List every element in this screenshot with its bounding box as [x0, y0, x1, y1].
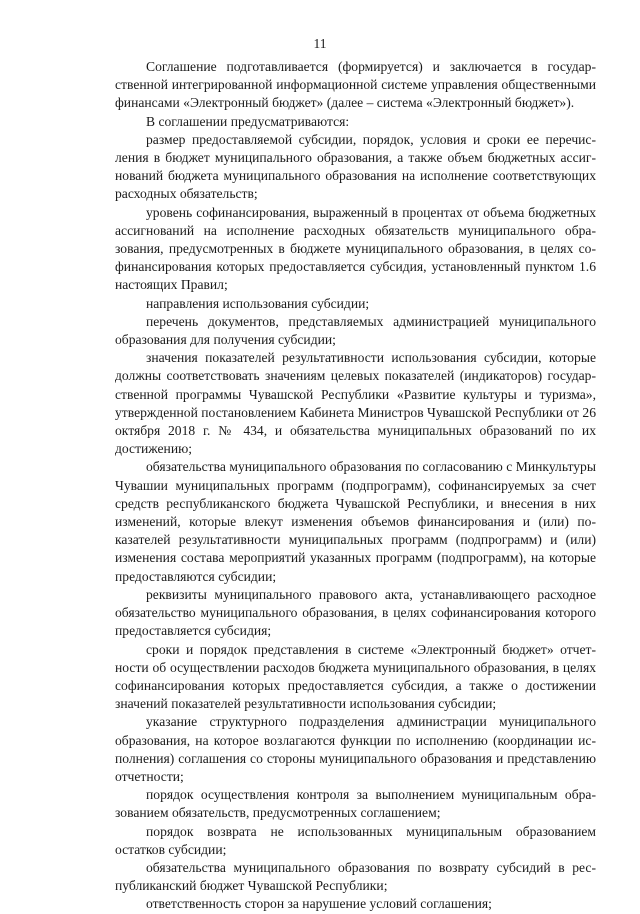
paragraph-program-approval-obligations: обязательства муниципального образования по согласованию с Минкультуры Чувашии муниципальных программ (подпрограмм), софинансируемых за счет средств республиканского бюджета Чувашской Республики, и внесения в них изменений, которые влекут изменения объемов финансирования и (или) показателей результативности муниципальных программ (подпрограмм) и (или) изменения состава мероприятий указанных программ (подпрограмм), на которые предоставляются субсидии;	[115, 459, 596, 584]
paragraph-cofinancing-level: уровень софинансирования, выраженный в процентах от объема бюджетных ассигнований на исполнение расходных обязательств муниципального образования, предусмотренных в бюджете муниципального образования, в целях софинансирования которых предоставляется субсидия, установленный пунктом 1.6 настоящих Правил;	[115, 204, 596, 293]
paragraph-agreement-preparation: Соглашение подготавливается (формируется) и заключается в государственной интегрированной информационной системе управления общественными финансами «Электронный бюджет» (далее – система «Электронный бюджет»).	[115, 59, 596, 111]
page-number: 11	[313, 36, 327, 51]
paragraph-responsible-department: указание структурного подразделения администрации муниципального образования, на которое возлагаются функции по исполнению (координации исполнения) соглашения со стороны муниципального образования и представлению отчетности;	[115, 714, 596, 784]
paragraph-refund-obligations: обязательства муниципального образования по возврату субсидий в республиканский бюджет Чувашской Республики;	[115, 859, 596, 894]
paragraph-return-procedure: порядок возврата не использованных муниципальным образованием остатков субсидии;	[115, 823, 596, 857]
paragraph-parties-liability: ответственность сторон за нарушение условий соглашения;	[146, 896, 492, 912]
paragraph-agreement-provisions-intro: В соглашении предусматриваются:	[146, 113, 350, 129]
document-body	[115, 58, 596, 914]
paragraph-subsidy-directions: направления использования субсидии;	[146, 295, 370, 311]
paragraph-control-procedure: порядок осуществления контроля за выполнением муниципальным образованием обязательств, предусмотренных соглашением;	[115, 787, 596, 821]
paragraph-legal-act-details: реквизиты муниципального правового акта, устанавливающего расходное обязательство муниципального образования, в целях софинансирования которого предоставляется субсидия;	[115, 586, 596, 639]
paragraph-performance-indicators: значения показателей результативности использования субсидии, которые должны соответствовать значениям целевых показателей (индикаторов) государственной программы Чувашской Республики «Развитие культуры и туризма», утвержденной постановлением Кабинета Министров Чувашской Республики от 26 октября 2018 г. № 434, и обязательства муниципальных образований по их достижению;	[115, 350, 596, 457]
paragraph-subsidy-amount: размер предоставляемой субсидии, порядок, условия и сроки ее перечисления в бюджет муниципального образования, а также объем бюджетных ассигнований бюджета муниципального образования на исполнение соответствующих расходных обязательств;	[115, 131, 596, 202]
paragraph-documents-list: перечень документов, представляемых администрацией муниципального образования для получения субсидии;	[115, 313, 596, 348]
paragraph-reporting-terms: сроки и порядок представления в системе «Электронный бюджет» отчетности об осуществлении расходов бюджета муниципального образования, в целях софинансирования которых предоставляется субсидия, а также о достижении значений показателей результативности использования субсидии;	[115, 641, 596, 712]
